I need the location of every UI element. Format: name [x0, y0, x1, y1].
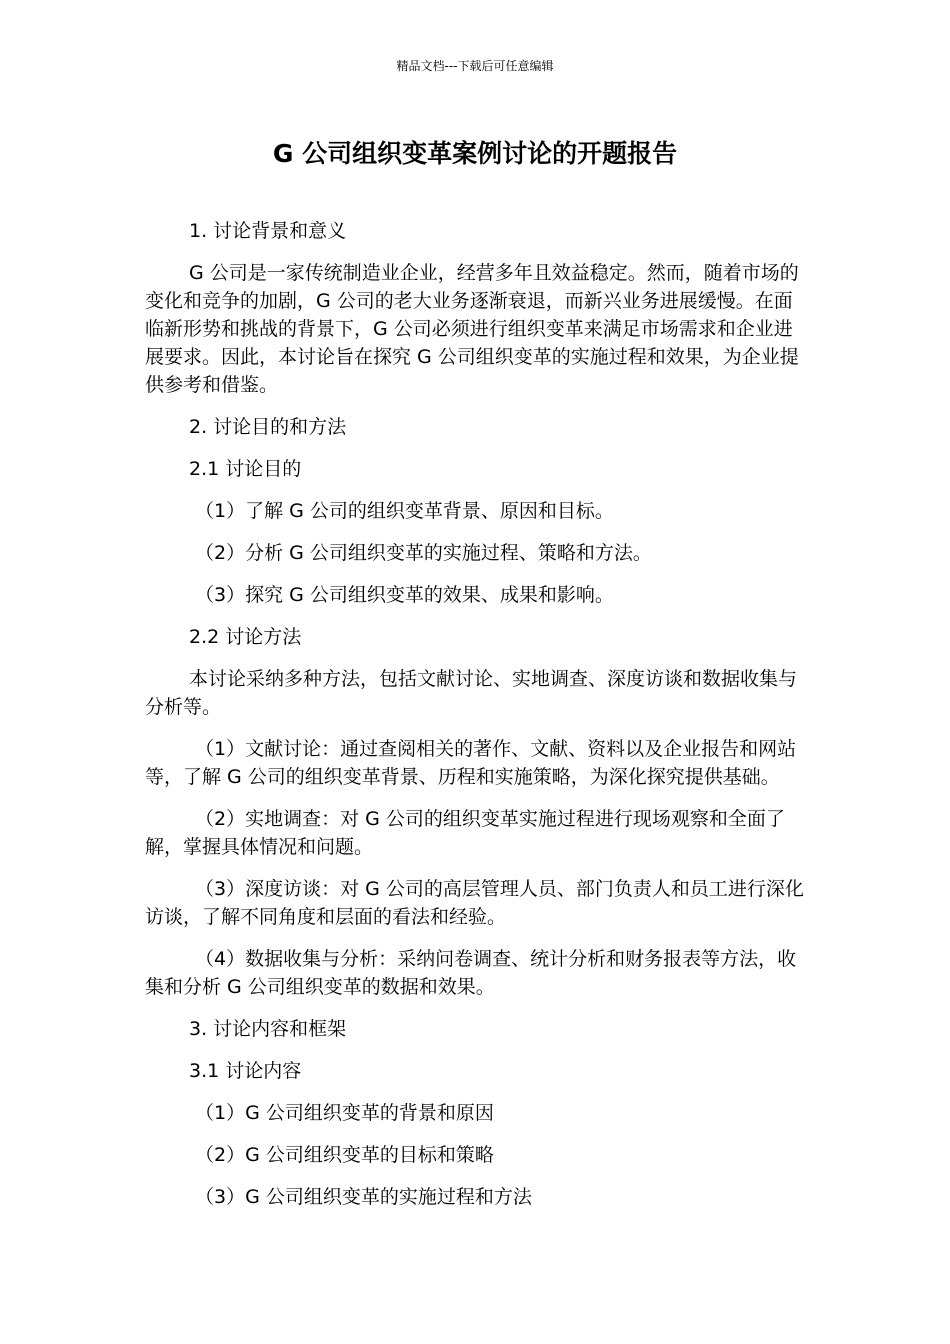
section-heading: 3. 讨论内容和框架 [189, 1018, 347, 1040]
body-paragraph: 本讨论采纳多种方法，包括文献讨论、实地调查、深度访谈和数据收集与分析等。 [145, 668, 798, 718]
document-body [145, 217, 810, 1225]
list-item: （4）数据收集与分析：采纳问卷调查、统计分析和财务报表等方法，收集和分析 G 公司组织变革的数据和效果。 [145, 948, 797, 998]
page-header: 精品文档---下载后可任意编辑 [396, 59, 554, 73]
list-item: （2）G 公司组织变革的目标和策略 [195, 1144, 494, 1166]
list-item: （1）文献讨论：通过查阅相关的著作、文献、资料以及企业报告和网站等，了解 G 公司的组织变革背景、历程和实施策略，为深化探究提供基础。 [145, 738, 797, 788]
subsection-heading: 3.1 讨论内容 [189, 1060, 302, 1082]
list-item: （3）探究 G 公司组织变革的效果、成果和影响。 [195, 584, 614, 606]
list-item: （2）实地调查：对 G 公司的组织变革实施过程进行现场观察和全面了解，掌握具体情况和问题。 [145, 808, 785, 858]
list-item: （2）分析 G 公司组织变革的实施过程、策略和方法。 [195, 542, 652, 564]
section-heading: 1. 讨论背景和意义 [189, 220, 347, 242]
subsection-heading: 2.1 讨论目的 [189, 458, 302, 480]
document-title: G 公司组织变革案例讨论的开题报告 [272, 139, 678, 168]
list-item: （3）G 公司组织变革的实施过程和方法 [195, 1186, 532, 1208]
list-item: （3）深度访谈：对 G 公司的高层管理人员、部门负责人和员工进行深化访谈，了解不同角度和层面的看法和经验。 [145, 878, 804, 928]
list-item: （1）G 公司组织变革的背景和原因 [195, 1102, 494, 1124]
list-item: （1）了解 G 公司的组织变革背景、原因和目标。 [195, 500, 614, 522]
body-paragraph: G 公司是一家传统制造业企业，经营多年且效益稳定。然而，随着市场的变化和竞争的加剧，G 公司的老大业务逐渐衰退，而新兴业务进展缓慢。在面临新形势和挑战的背景下，G 公司必须进行组织变革来满足市场需求和企业进展要求。因此，本讨论旨在探究 G 公司组织变革的实施过程和效果，为企业提供参考和借鉴。 [145, 262, 799, 396]
subsection-heading: 2.2 讨论方法 [189, 626, 302, 648]
section-heading: 2. 讨论目的和方法 [189, 416, 347, 438]
